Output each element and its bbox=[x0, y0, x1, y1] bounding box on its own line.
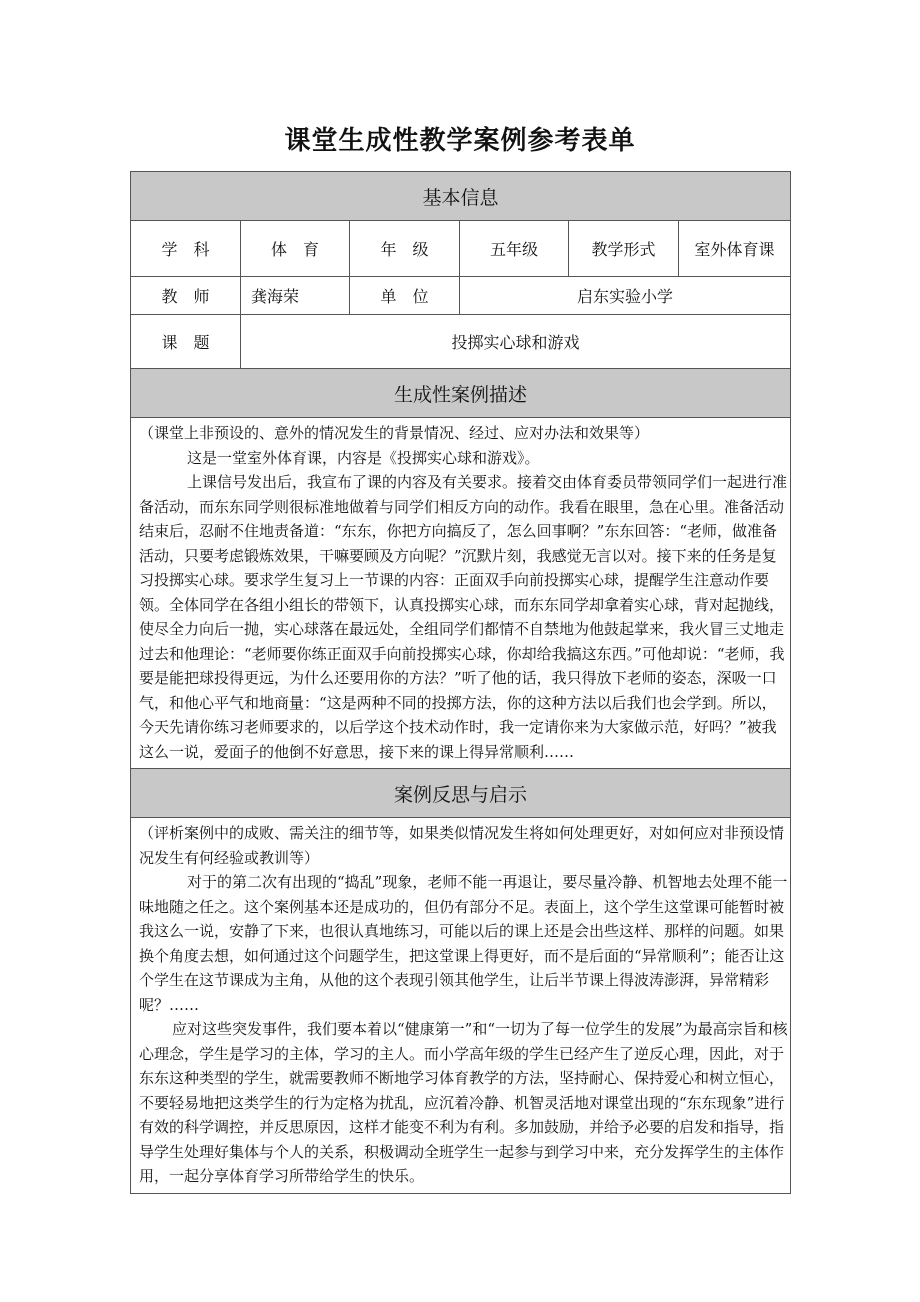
unit-value: 启东实验小学 bbox=[460, 277, 791, 315]
page-title: 课堂生成性教学案例参考表单 bbox=[284, 126, 636, 156]
teacher-value: 龚海荣 bbox=[241, 277, 350, 315]
teaching-form-label: 教学形式 bbox=[569, 221, 679, 277]
description-intro: 这是一堂室外体育课，内容是《投掷实心球和游戏》。 bbox=[187, 448, 540, 467]
basic-info-header: 基本信息 bbox=[131, 172, 791, 221]
reflection-header: 案例反思与启示 bbox=[131, 769, 791, 818]
description-note: （课堂上非预设的、意外的情况发生的背景情况、经过、应对办法和效果等） bbox=[139, 424, 650, 442]
subject-value: 体 育 bbox=[241, 221, 350, 277]
reflection-paragraph-1: 对于的第二次有出现的“捣乱”现象，老师不能一再退让，要尽量冷静、机智地去处理不能一味地随之任之。这个案例基本还是成功的，但仍有部分不足。表面上，这个学生这堂课可能暂时被我这么一说，安静了下来，也很认真地练习，可能以后的课上还是会出些这样、那样的问题。如果换个角度去想，如何通过这个问题学生，把这堂课上得更好，而不是后面的“异常顺利”；能否让这个学生在这节课成为主角，从他的这个表现引领其他学生，让后半节课上得波涛澎湃，异常精彩呢？…… bbox=[139, 873, 788, 1014]
reflection-note: （评析案例中的成败、需关注的细节等，如果类似情况发生将如何处理更好，对如何应对非预设情况发生有何经验或教训等） bbox=[139, 824, 785, 867]
description-text-cell bbox=[131, 418, 791, 769]
topic-label: 课 题 bbox=[131, 315, 241, 369]
reflection-paragraph-2: 应对这些突发事件，我们要本着以“健康第一”和“一切为了每一位学生的发展”为最高宗旨和核心理念，学生是学习的主体，学习的主人。而小学高年级的学生已经产生了逆反心理，因此，对于东东这种类型的学生，就需要教师不断地学习体育教学的方法，坚持耐心、保持爱心和树立恒心，不要轻易地把这类学生的行为定格为扰乱，应沉着冷静、机智灵活地对课堂出现的“东东现象”进行有效的科学调控，并反思原因，这样才能变不利为有利。多加鼓励，并给予必要的启发和指导，指导学生处理好集体与个人的关系，积极调动全班学生一起参与到学习中来，充分发挥学生的主体作用，一起分享体育学习所带给学生的快乐。 bbox=[139, 1020, 788, 1185]
unit-label: 单 位 bbox=[350, 277, 460, 315]
teacher-label: 教 师 bbox=[131, 277, 241, 315]
description-body: 上课信号发出后，我宣布了课的内容及有关要求。接着交由体育委员带领同学们一起进行准备活动，而东东同学则很标准地做着与同学们相反方向的动作。我看在眼里，急在心里。准备活动结束后，忍耐不住地责备道：“东东，你把方向搞反了，怎么回事啊？”东东回答：“老师，做准备活动，只要考虑锻炼效果，干嘛要顾及方向呢？”沉默片刻，我感觉无言以对。接下来的任务是复习投掷实心球。要求学生复习上一节课的内容：正面双手向前投掷实心球，提醒学生注意动作要领。全体同学在各组小组长的带领下，认真投掷实心球，而东东同学却拿着实心球，背对起抛线，使尽全力向后一抛，实心球落在最远处，全组同学们都情不自禁地为他鼓起掌来，我火冒三丈地走过去和他理论：“老师要你练正面双手向前投掷实心球，你却给我搞这东西。”可他却说：“老师，我要是能把球投得更远，为什么还要用你的方法？”听了他的话，我只得放下老师的姿态，深吸一口气，和他心平气和地商量：“这是两种不同的投掷方法，你的这种方法以后我们也会学到。所以，今天先请你练习老师要求的，以后学这个技术动作时，我一定请你来为大家做示范，好吗？”被我这么一说，爱面子的他倒不好意思，接下来的课上得异常顺利…… bbox=[139, 473, 788, 761]
case-form-table bbox=[130, 171, 791, 1194]
topic-value: 投掷实心球和游戏 bbox=[241, 315, 791, 369]
subject-label: 学 科 bbox=[131, 221, 241, 277]
teaching-form-value: 室外体育课 bbox=[679, 221, 791, 277]
grade-value: 五年级 bbox=[460, 221, 569, 277]
description-header: 生成性案例描述 bbox=[131, 369, 791, 418]
grade-label: 年 级 bbox=[350, 221, 460, 277]
reflection-text-cell bbox=[131, 818, 791, 1194]
